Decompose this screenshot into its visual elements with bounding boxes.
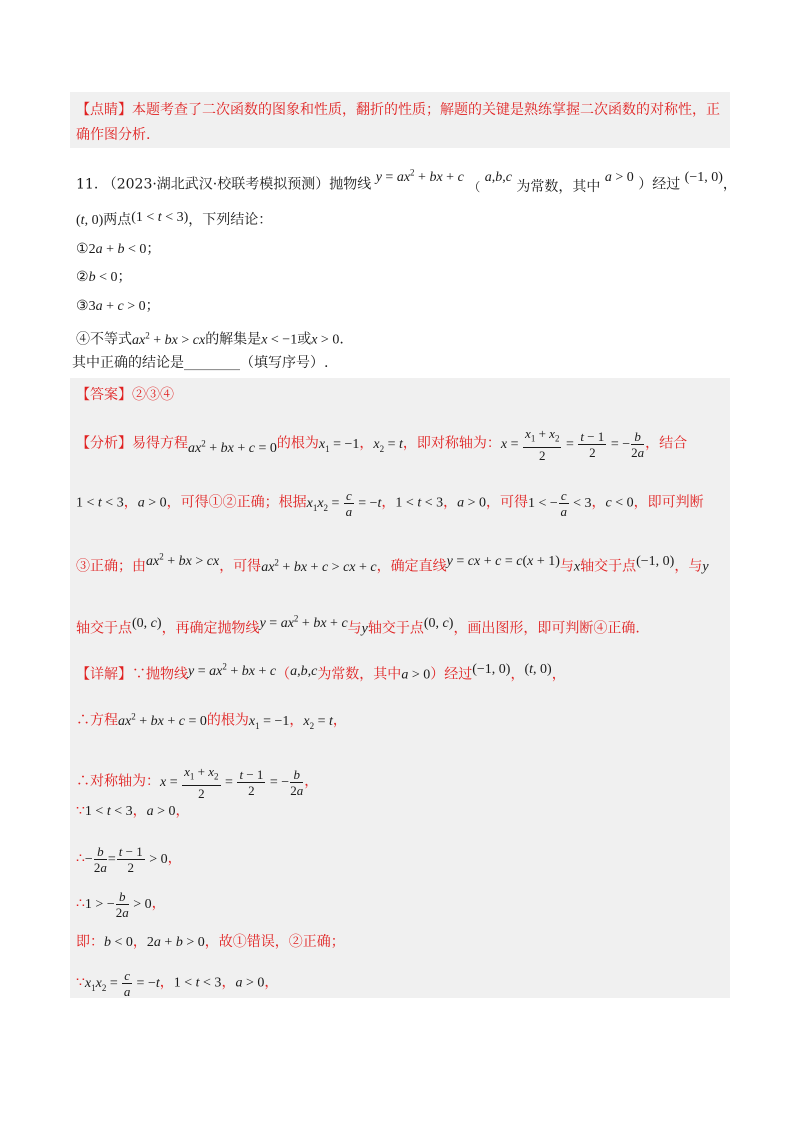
- detail-line-1: 【详解】∵抛物线$y = ax^2$ + bx + c（a,b,c为常数，其中a > 0）经过(−1, 0)，(t, 0)，: [76, 661, 566, 683]
- answer-line: [76, 385, 174, 405]
- answer-value: ②③④: [132, 387, 174, 403]
- analysis-tag: 【分析】: [76, 435, 132, 452]
- dianjing-text-2: 确作图分析.: [76, 127, 151, 143]
- question-number: 11.: [76, 176, 99, 193]
- dianjing-line-2: [76, 125, 150, 145]
- detail-line-5: ∴− $\frac{b}{2a}$ = $\frac{t - 1}{2}$ > 0，: [76, 844, 182, 875]
- conclusion-1: ①2a + b < 0；: [76, 241, 161, 257]
- detail-line-7: 即：b < 0，2a + b > 0，故①错误，②正确；: [76, 934, 345, 950]
- q-mid2: ）经过: [638, 176, 681, 193]
- question-source: （2023·湖北武汉·校联考模拟预测）抛物线: [102, 176, 372, 193]
- q-mid1: 为常数，其中: [516, 178, 601, 195]
- detail-tag: 【详解】: [76, 666, 132, 683]
- question-prompt: 其中正确的结论是________（填写序号）.: [72, 355, 329, 371]
- dianjing-text-1: 本题考查了二次函数的图象和性质，翻折的性质；解题的关键是熟练掌握二次函数的对称性，正: [132, 102, 720, 118]
- detail-line-3: ∴对称轴为：x = $\frac{x_1 + x_2}{2}$ = $\frac{t - 1}{2}$ = − $\frac{b}{2a}$ ，: [76, 764, 319, 801]
- answer-tag: 【答案】: [76, 387, 132, 403]
- detail-line-2: ∴方程$ax^2$ + bx + c = 0的根为$x_1 = -1$，$x_2 = t$，: [76, 711, 347, 731]
- analysis-line-2: 1 < t < 3，a > 0，可得①②正确；根据$x_1x_2$ = $\frac{c}{a}$ = −t，1 < t < 3，a > 0，可得1 < − $\frac{c}{a}$ < 3，c < 0，即可判断: [76, 488, 704, 519]
- solution-box: [70, 378, 730, 998]
- conclusion-3: ③3a + c > 0；: [76, 298, 160, 314]
- detail-line-4: ∵1 < t < 3，a > 0，: [76, 803, 190, 819]
- question-line-2: (t, 0)两点(1 < t < 3)，下列结论：: [76, 210, 273, 228]
- analysis-line-3: ③正确；由$ax^2$ + bx > cx，可得$ax^2$ + bx + c > cx + c，确定直线y = cx + c = c(x + 1)与x轴交于点(−1, 0)，与y: [76, 551, 709, 575]
- dianjing-tag: 【点睛】: [76, 102, 132, 118]
- detail-line-6: ∴1 > − $\frac{b}{2a}$ > 0，: [76, 889, 166, 920]
- q-line2-end: ，下列结论：: [188, 212, 273, 228]
- conclusion-4: ④不等式$ax^2$ + bx > cx的解集是x < −1或x > 0.: [76, 330, 344, 348]
- analysis-line-4: 轴交于点(0, c)，再确定抛物线$y = ax^2$ + bx + c与y轴交于点(0, c)，画出图形，即可判断④正确.: [76, 613, 640, 637]
- analysis-line-1: 【分析】易得方程$ax^2$ + bx + c = 0的根为$x_1 = -1$，$x_2 = t$，即对称轴为：x = $\frac{x_1 + x_2}{2}$ = $\frac{t - 1}{2}$ = − $\frac{b}{2a}$ ，结合: [76, 426, 688, 463]
- dianjing-line-1: [76, 100, 720, 120]
- detail-line-8: $\because x_1x_2$ = $\frac{c}{a}$ = −t，1 < t < 3，a > 0，: [76, 968, 279, 999]
- question-line-1: 11. （2023·湖北武汉·校联考模拟预测）抛物线 $y = ax^2$ + bx + c （ a,b,c 为常数，其中 a > 0 ）经过 (−1, 0)，: [76, 167, 737, 195]
- parabola-eq: $y = ax^2$ + bx + c: [375, 167, 464, 185]
- conclusion-2: ②b < 0；: [76, 269, 132, 285]
- q-line2-text: 两点: [103, 212, 132, 228]
